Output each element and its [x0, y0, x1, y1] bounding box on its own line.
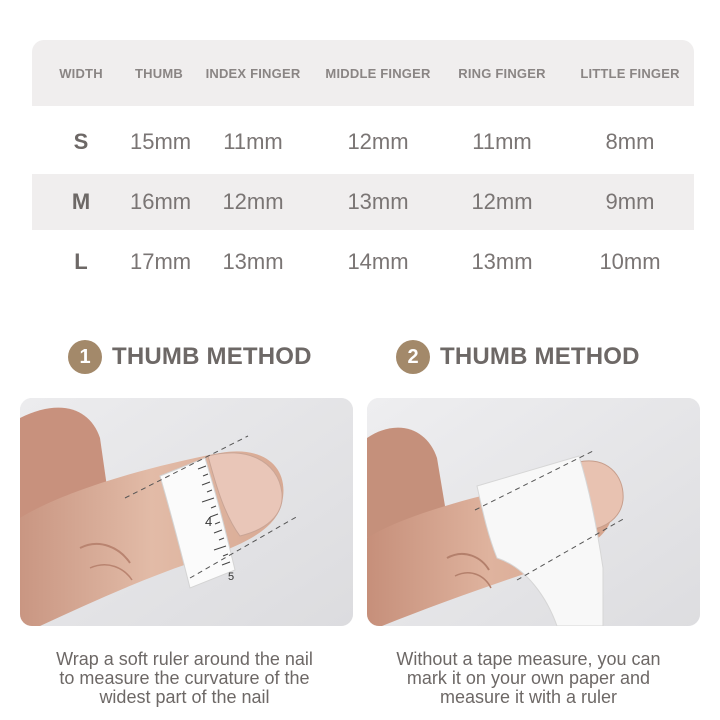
- header-little-finger: LITTLE FINGER: [580, 65, 680, 81]
- table-row: [32, 114, 694, 170]
- method-2-heading: [396, 340, 640, 374]
- method-title: THUMB METHOD: [440, 343, 640, 370]
- table-cell: 12mm: [347, 129, 409, 154]
- table-header-row: [32, 40, 694, 106]
- header-thumb: THUMB: [135, 65, 183, 81]
- caption-line: to measure the curvature of the: [59, 668, 310, 688]
- table-row: [32, 234, 694, 290]
- table-cell: 11mm: [472, 129, 532, 154]
- ruler-digit: 5: [228, 571, 235, 583]
- method-2-caption: [362, 650, 695, 707]
- method-1-heading: [68, 340, 312, 374]
- thumb-ruler-photo: [20, 398, 353, 626]
- caption-line: Without a tape measure, you can: [396, 649, 661, 669]
- table-cell: 8mm: [605, 129, 655, 154]
- ruler-digit: 4: [205, 514, 213, 529]
- size-chart-table: [32, 40, 694, 290]
- header-width: WIDTH: [59, 65, 103, 81]
- size-label: L: [74, 249, 88, 274]
- table-row: [32, 174, 694, 230]
- size-label: S: [73, 129, 89, 154]
- table-cell: 13mm: [222, 249, 284, 274]
- table-cell: 11mm: [223, 129, 283, 154]
- table-cell: 13mm: [347, 189, 409, 214]
- header-ring-finger: RING FINGER: [458, 65, 546, 81]
- table-cell: 16mm: [130, 189, 192, 214]
- table-cell: 10mm: [599, 249, 661, 274]
- method-title: THUMB METHOD: [112, 343, 312, 370]
- table-cell: 17mm: [130, 249, 192, 274]
- thumb-paper-photo: [367, 398, 700, 626]
- table-cell: 9mm: [605, 189, 655, 214]
- table-cell: 12mm: [222, 189, 284, 214]
- method-1-caption: [18, 650, 351, 707]
- size-label: M: [71, 189, 91, 214]
- caption-line: Wrap a soft ruler around the nail: [56, 649, 313, 669]
- table-cell: 15mm: [130, 129, 192, 154]
- thumb-paper-illustration: [367, 398, 700, 626]
- header-middle-finger: MIDDLE FINGER: [325, 65, 431, 81]
- thumb-ruler-illustration: [20, 398, 353, 626]
- header-index-finger: INDEX FINGER: [205, 65, 301, 81]
- caption-line: mark it on your own paper and: [406, 668, 651, 688]
- step-number-badge: 1: [68, 340, 102, 374]
- table-cell: 14mm: [347, 249, 409, 274]
- caption-line: measure it with a ruler: [439, 687, 618, 707]
- table-cell: 13mm: [471, 249, 533, 274]
- step-number-badge: 2: [396, 340, 430, 374]
- table-cell: 12mm: [471, 189, 533, 214]
- caption-line: widest part of the nail: [99, 687, 270, 707]
